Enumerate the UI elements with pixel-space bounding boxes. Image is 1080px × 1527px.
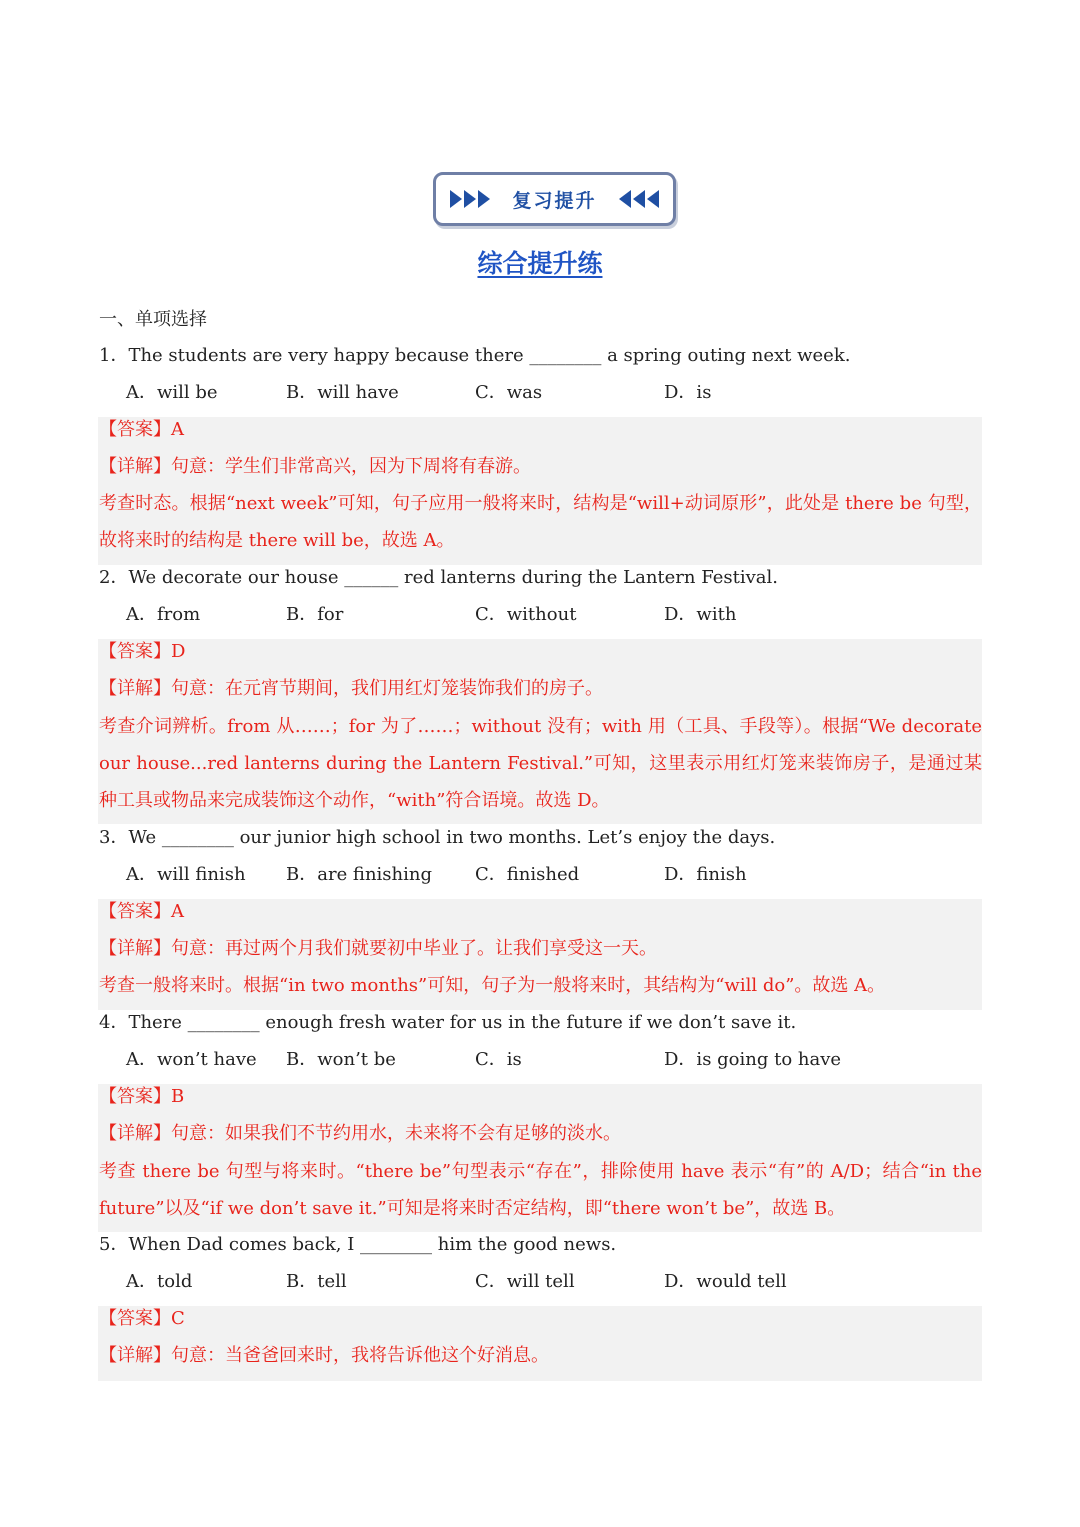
answer-label: 【答案】B [99,1086,185,1107]
analysis-text: 考查介词辨析。from 从……；for 为了……；without 没有；with 用（工具、手段等）。根据“We decorate our house...red lanterns during the Lantern Festival.”可知，这里表示用红灯笼来装饰房子，是通过某种工具或物品来完成装饰这个动作，“with”符合语境。故选 D。 [99,716,982,811]
question-stem: 5．When Dad comes back, I ________ him the good news. [99,1234,617,1255]
detail-text: 【详解】句意：在元宵节期间，我们用红灯笼装饰我们的房子。 [99,678,603,699]
option-c: C．will tell [475,1271,575,1292]
question-stem: 3．We ________ our junior high school in two months. Let’s enjoy the days. [99,827,776,848]
banner-label: 复习提升 [512,189,597,212]
option-c: C．was [475,382,543,403]
analysis-text: 考查一般将来时。根据“in two months”可知，句子为一般将来时，其结构为“will do”。故选 A。 [99,975,886,996]
section-heading: 一、单项选择 [99,309,207,330]
option-a: A．will be [126,382,218,403]
option-d: D．would tell [664,1271,787,1292]
option-a: A．won’t have [126,1049,257,1070]
page-title: 综合提升练 [477,249,603,278]
option-b: B．are finishing [286,864,432,885]
detail-text: 【详解】句意：再过两个月我们就要初中毕业了。让我们享受这一天。 [99,938,657,959]
analysis-text: 考查 there be 句型与将来时。“there be”句型表示“存在”，排除使用 have 表示“有”的 A/D；结合“in the future”以及“if we don’t save it.”可知是将来时否定结构，即“there won’t be”，故选 B。 [99,1161,982,1219]
answer-label: 【答案】C [99,1308,185,1329]
option-c: C．without [475,604,577,625]
analysis-text: 考查时态。根据“next week”可知，句子应用一般将来时，结构是“will+动词原形”，此处是 there be 句型，故将来时的结构是 there will be，故选 A。 [99,493,982,551]
answer-label: 【答案】D [99,641,186,662]
question-stem: 2．We decorate our house ______ red lanterns during the Lantern Festival. [99,567,778,588]
option-d: D．with [664,604,737,625]
triple-right-arrow-icon [450,190,492,208]
answer-label: 【答案】A [99,419,184,440]
question-stem: 4．There ________ enough fresh water for us in the future if we don’t save it. [99,1012,797,1033]
triple-left-arrow-icon [617,190,659,208]
option-c: C．is [475,1049,522,1070]
option-a: A．from [126,604,201,625]
option-b: B．for [286,604,344,625]
detail-text: 【详解】句意：当爸爸回来时，我将告诉他这个好消息。 [99,1345,549,1366]
option-a: A．told [126,1271,193,1292]
section-banner [433,172,676,226]
detail-text: 【详解】句意：学生们非常高兴，因为下周将有春游。 [99,456,531,477]
option-d: D．finish [664,864,747,885]
answer-label: 【答案】A [99,901,184,922]
option-b: B．won’t be [286,1049,396,1070]
option-a: A．will finish [126,864,246,885]
option-d: D．is going to have [664,1049,842,1070]
option-c: C．finished [475,864,580,885]
detail-text: 【详解】句意：如果我们不节约用水，未来将不会有足够的淡水。 [99,1123,621,1144]
option-b: B．will have [286,382,399,403]
option-b: B．tell [286,1271,347,1292]
question-stem: 1．The students are very happy because there ________ a spring outing next week. [99,345,851,366]
option-d: D．is [664,382,712,403]
